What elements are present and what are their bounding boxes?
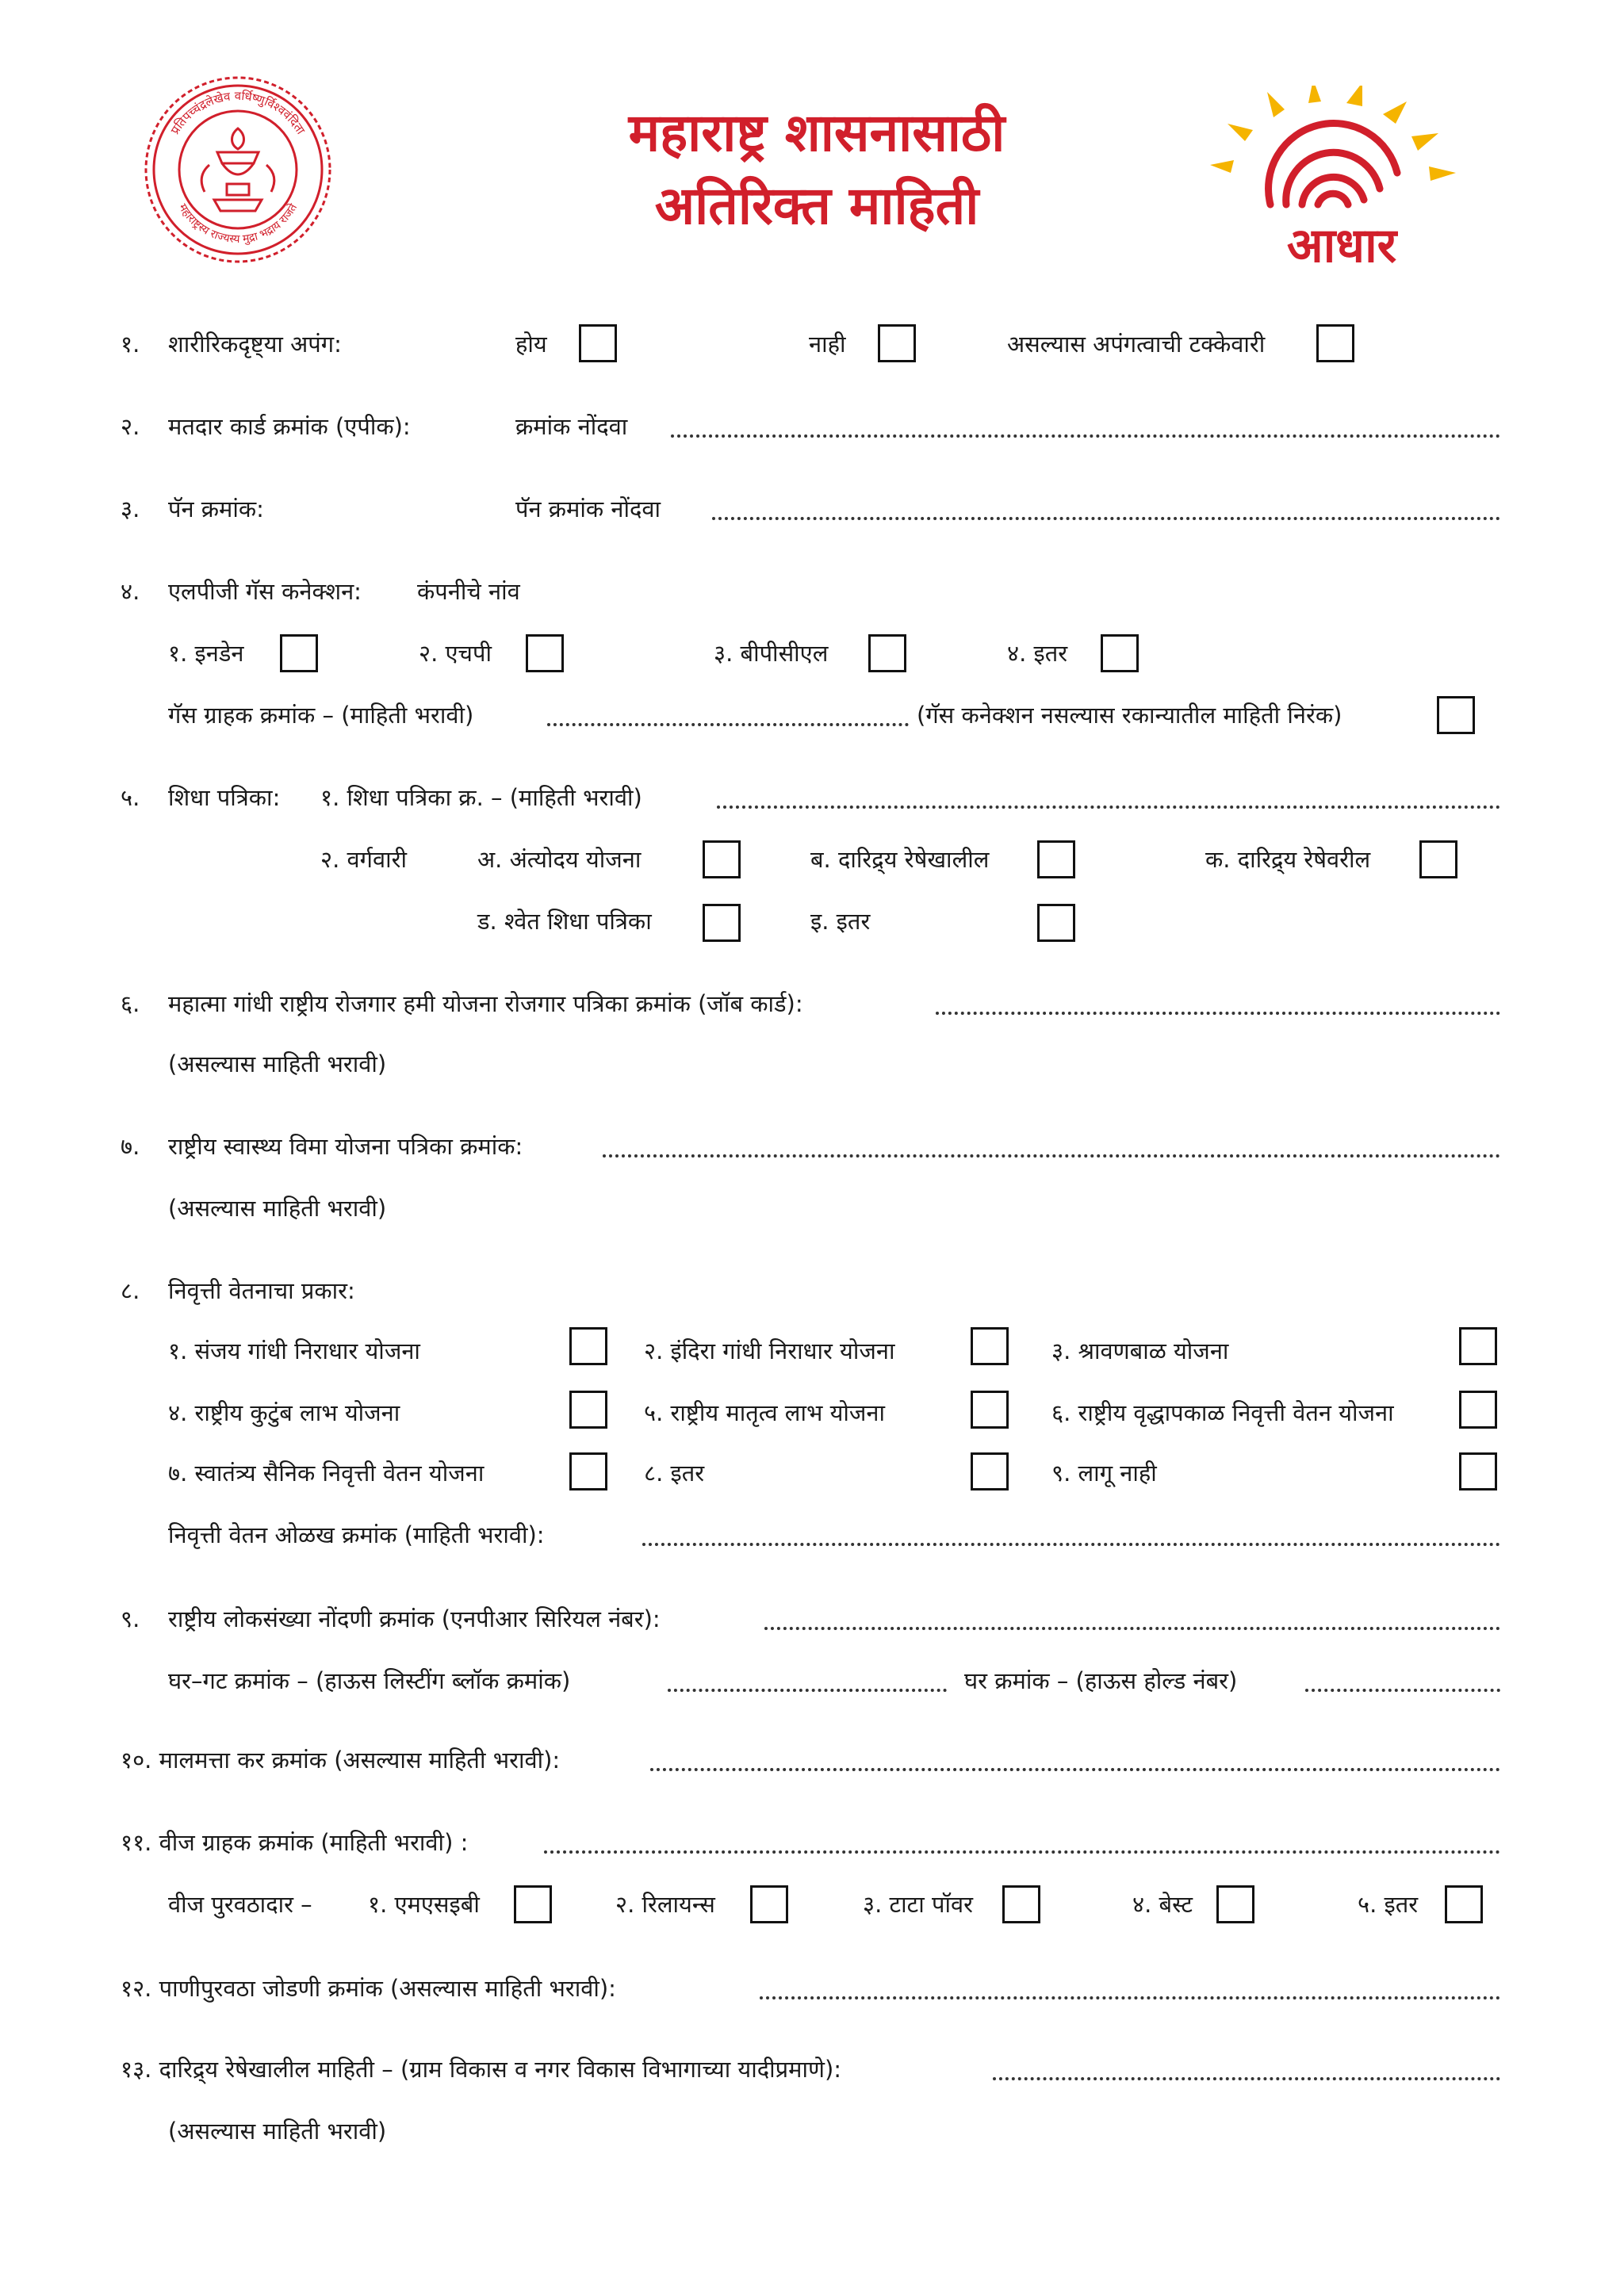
q7-health-card-input[interactable] [603,1154,1500,1158]
q8-other-checkbox[interactable] [971,1452,1009,1490]
q6-job-card-input[interactable] [936,1012,1500,1015]
q11-msebi-label: १. एमएसइबी [368,1891,480,1918]
q3-hint: पॅन क्रमांक नोंदवा [515,496,661,522]
q5-card-number-input[interactable] [717,806,1500,809]
q2-label: मतदार कार्ड क्रमांक (एपीक): [168,413,411,440]
q1-percent-checkbox[interactable] [1316,324,1354,362]
q5-antyodaya-checkbox[interactable] [703,840,741,878]
q11-best-label: ४. बेस्ट [1132,1891,1193,1918]
q8-pension-id-label: निवृत्ती वेतन ओळख क्रमांक (माहिती भरावी): [168,1521,545,1548]
q5-other-label: इ. इतर [810,908,871,935]
q8-label: निवृत्ती वेतनाचा प्रकार: [168,1277,355,1304]
q11-other-label: ५. इतर [1358,1891,1419,1918]
q4-consumer-input[interactable] [547,723,909,726]
q12-water-connection-input[interactable] [760,1996,1500,1999]
q1-yes-label: होय [515,331,547,358]
q11-msebi-checkbox[interactable] [514,1885,552,1923]
q8-shravanbal-checkbox[interactable] [1459,1327,1497,1365]
q9-house-block-input[interactable] [668,1689,947,1692]
q2-epic-input[interactable] [671,434,1500,438]
q9-number: ९. [121,1605,140,1632]
q6-number: ६. [121,990,140,1017]
q5-other-checkbox[interactable] [1037,904,1075,942]
q8-not-applicable-label: ९. लागू नाही [1051,1460,1157,1487]
q8-freedom-fighter-checkbox[interactable] [569,1452,607,1490]
q11-other-checkbox[interactable] [1445,1885,1483,1923]
q8-pension-id-input[interactable] [642,1543,1500,1546]
q5-number: ५. [121,784,140,811]
q8-shravanbal-label: ३. श्रावणबाळ योजना [1051,1337,1229,1364]
q5-bpl-label: ब. दारिद्र्य रेषेखालील [810,846,990,873]
q8-old-age-pension-label: ६. राष्ट्रीय वृद्धापकाळ निवृत्ती वेतन योजना [1051,1399,1394,1426]
q4-hp-label: २. एचपी [419,640,492,667]
q4-no-connection-checkbox[interactable] [1437,696,1475,734]
q4-other-label: ४. इतर [1007,640,1068,667]
q4-company-label: कंपनीचे नांव [417,578,520,605]
q1-number: १. [121,331,140,358]
q5-white-card-label: ड. श्वेत शिधा पत्रिका [477,908,652,935]
q8-sanjay-gandhi-label: १. संजय गांधी निराधार योजना [168,1337,420,1364]
q1-yes-checkbox[interactable] [579,324,617,362]
q4-bpcl-label: ३. बीपीसीएल [714,640,829,667]
q4-hp-checkbox[interactable] [526,634,564,672]
q8-maternity-benefit-label: ५. राष्ट्रीय मातृत्व लाभ योजना [644,1399,886,1426]
q11-electricity-consumer-input[interactable] [544,1850,1500,1854]
q8-sanjay-gandhi-checkbox[interactable] [569,1327,607,1365]
q4-no-connection-label: (गॅस कनेक्शन नसल्यास रकान्यातील माहिती निरंक) [917,702,1342,729]
q4-label: एलपीजी गॅस कनेक्शन: [168,578,362,605]
form-title-line2: अतिरिक्त माहिती [654,175,979,236]
q12-label: १२. पाणीपुरवठा जोडणी क्रमांक (असल्यास माहिती भरावी): [121,1975,616,2002]
q6-note: (असल्यास माहिती भरावी) [168,1050,387,1077]
q10-label: १०. मालमत्ता कर क्रमांक (असल्यास माहिती भरावी): [121,1747,561,1774]
aadhaar-logo-icon [1207,86,1477,276]
q8-not-applicable-checkbox[interactable] [1459,1452,1497,1490]
svg-text:प्रतिपच्चंद्रलेखेव वर्धिष्णुर्: प्रतिपच्चंद्रलेखेव वर्धिष्णुर्विश्ववंदिता [167,88,308,137]
q4-consumer-label: गॅस ग्राहक क्रमांक – (माहिती भरावी) [168,702,474,729]
q8-number: ८. [121,1277,140,1304]
q5-antyodaya-label: अ. अंत्योदय योजना [477,846,642,873]
q6-label: महात्मा गांधी राष्ट्रीय रोजगार हमी योजना रोजगार पत्रिका क्रमांक (जॉब कार्ड): [168,990,803,1017]
q1-percent-label: असल्यास अपंगत्वाची टक्केवारी [1007,331,1266,358]
q11-tata-power-checkbox[interactable] [1002,1885,1040,1923]
q9-house-block-label: घर–गट क्रमांक – (हाऊस लिस्टींग ब्लॉक क्रमांक) [168,1667,571,1694]
q8-indira-gandhi-label: २. इंदिरा गांधी निराधार योजना [644,1337,895,1364]
q5-apl-label: क. दारिद्र्य रेषेवरील [1205,846,1371,873]
q3-pan-input[interactable] [712,517,1500,520]
svg-text:आधार: आधार [1286,218,1397,274]
q1-label: शारीरिकदृष्ट्या अपंग: [168,331,342,358]
svg-text:महाराष्ट्रस्य राज्यस्य मुद्रा: महाराष्ट्रस्य राज्यस्य मुद्रा भद्राय राजते [175,201,301,247]
q5-apl-checkbox[interactable] [1419,840,1457,878]
q1-no-checkbox[interactable] [878,324,916,362]
q13-note: (असल्यास माहिती भरावी) [168,2118,387,2145]
q8-family-benefit-checkbox[interactable] [569,1391,607,1429]
q2-number: २. [121,413,140,440]
q13-bpl-info-input[interactable] [993,2077,1500,2080]
q11-reliance-checkbox[interactable] [750,1885,788,1923]
q11-best-checkbox[interactable] [1216,1885,1254,1923]
q9-label: राष्ट्रीय लोकसंख्या नोंदणी क्रमांक (एनपीआर सिरियल नंबर): [168,1605,661,1632]
q5-label: शिधा पत्रिका: [168,784,281,811]
q7-label: राष्ट्रीय स्वास्थ्य विमा योजना पत्रिका क्रमांक: [168,1133,523,1160]
q5-card-number-label: १. शिधा पत्रिका क्र. – (माहिती भरावी) [320,784,642,811]
q3-number: ३. [121,496,140,522]
q8-old-age-pension-checkbox[interactable] [1459,1391,1497,1429]
maharashtra-seal-icon [141,73,335,266]
q9-npr-input[interactable] [764,1627,1500,1630]
q4-indane-label: १. इनडेन [168,640,244,667]
q8-family-benefit-label: ४. राष्ट्रीय कुटुंब लाभ योजना [168,1399,400,1426]
q13-label: १३. दारिद्र्य रेषेखालील माहिती – (ग्राम विकास व नगर विकास विभागाच्या यादीप्रमाणे): [121,2056,842,2083]
q11-label: ११. वीज ग्राहक क्रमांक (माहिती भरावी) : [121,1829,469,1856]
q8-freedom-fighter-label: ७. स्वातंत्र्य सैनिक निवृत्ती वेतन योजना [168,1460,485,1487]
q5-white-card-checkbox[interactable] [703,904,741,942]
q9-house-number-label: घर क्रमांक – (हाऊस होल्ड नंबर) [964,1667,1238,1694]
q5-bpl-checkbox[interactable] [1037,840,1075,878]
q4-number: ४. [121,578,140,605]
q4-bpcl-checkbox[interactable] [868,634,906,672]
q11-reliance-label: २. रिलायन्स [615,1891,715,1918]
q8-indira-gandhi-checkbox[interactable] [971,1327,1009,1365]
q11-supplier-label: वीज पुरवठादार – [168,1891,312,1918]
q3-label: पॅन क्रमांक: [168,496,264,522]
q2-hint: क्रमांक नोंदवा [515,413,628,440]
form-title-line1: महाराष्ट्र शासनासाठी [628,102,1005,163]
q10-property-tax-input[interactable] [650,1768,1500,1771]
q1-no-label: नाही [809,331,846,358]
q7-note: (असल्यास माहिती भरावी) [168,1195,387,1222]
q5-category-label: २. वर्गवारी [320,846,407,873]
q4-other-checkbox[interactable] [1101,634,1139,672]
q11-tata-power-label: ३. टाटा पॉवर [863,1891,973,1918]
q4-indane-checkbox[interactable] [280,634,318,672]
q7-number: ७. [121,1133,140,1160]
q8-other-label: ८. इतर [644,1460,705,1487]
q8-maternity-benefit-checkbox[interactable] [971,1391,1009,1429]
q9-house-number-input[interactable] [1305,1689,1500,1692]
